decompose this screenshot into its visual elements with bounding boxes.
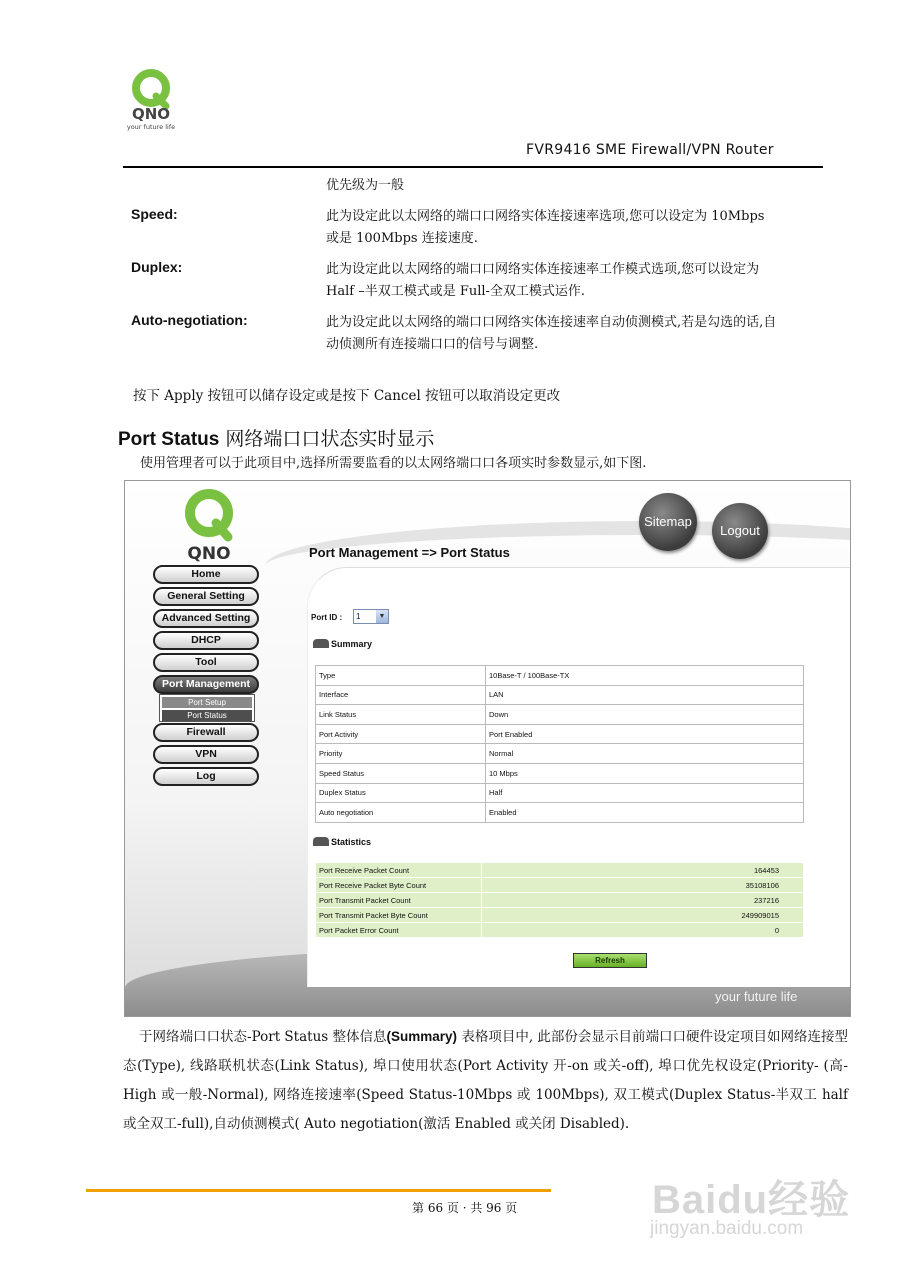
footer-divider (86, 1189, 551, 1192)
table-row (316, 803, 804, 823)
statistics-heading (313, 837, 371, 847)
summary-value: Down (486, 705, 804, 725)
stat-key: Port Receive Packet Count (316, 863, 482, 878)
sub-nav-port-status[interactable]: Port Status (162, 710, 252, 721)
nav-vpn[interactable]: VPN (153, 745, 259, 764)
svg-text:QNO: QNO (187, 544, 231, 563)
stat-value: 249909015 (482, 908, 804, 923)
folder-tab-icon (313, 837, 329, 846)
summary-key: Link Status (316, 705, 486, 725)
nav-home[interactable]: Home (153, 565, 259, 584)
sub-nav (159, 694, 255, 722)
param-desc: 此为设定此以太网络的端口口网络实体连接速率自动侦测模式,若是勾选的话,自动侦测所有连接端口口的信号与调整. (326, 315, 777, 352)
param-desc: 此为设定此以太网络的端口口网络实体连接速率选项,您可以设定为 10Mbps 或是 100Mbps 连接速度. (326, 209, 765, 246)
port-id-select[interactable] (353, 609, 389, 624)
nav-dhcp[interactable]: DHCP (153, 631, 259, 650)
svg-text:QNO: QNO (131, 105, 171, 123)
summary-value: Port Enabled (486, 724, 804, 744)
table-row (316, 724, 804, 744)
apply-note: 按下 Apply 按钮可以储存设定或是按下 Cancel 按钮可以取消设定更改 (133, 388, 561, 404)
table-row (316, 705, 804, 725)
summary-title: Summary (331, 639, 373, 649)
table-row (316, 763, 804, 783)
statistics-title: Statistics (331, 837, 372, 847)
table-row (316, 908, 804, 923)
qno-logo (118, 66, 188, 132)
chevron-down-icon[interactable]: ▼ (376, 610, 388, 623)
svg-text:your future life: your future life (126, 123, 176, 131)
priority-continuation: 优先级为一般 (326, 178, 405, 193)
summary-key: Interface (316, 685, 486, 705)
table-row (316, 744, 804, 764)
header-divider (123, 166, 823, 168)
para-part-2: 表格项目中, 此部份会显示目前端口口硬件设定项目如网络连接型态(Type), 线路联机状态(Link Status), 埠口使用状态(Port Activity 开-on 或关-off), 埠口优先权设定(Priority- (高-High 或一般-Normal), 网络连接速率(Speed Status-10Mbps 或 100Mbps), 双工模式(Duplex Status-半双工 half 或全双工-full),自动侦测模式( Auto negotiation(激活 Enabled 或关闭 Disabled). (123, 1029, 848, 1132)
router-qno-logo (175, 487, 247, 563)
router-screenshot (124, 480, 851, 1017)
port-id-value: 1 (356, 612, 361, 621)
summary-value: 10Base-T / 100Base-TX (486, 666, 804, 686)
summary-value: LAN (486, 685, 804, 705)
document-title: FVR9416 SME Firewall/VPN Router (526, 142, 774, 158)
summary-value: Enabled (486, 803, 804, 823)
router-tagline: your future life (715, 989, 798, 1004)
summary-heading (313, 639, 372, 649)
nav-port-management[interactable]: Port Management (153, 675, 259, 694)
logout-button[interactable]: Logout (712, 503, 768, 559)
summary-key: Speed Status (316, 763, 486, 783)
stat-value: 35108106 (482, 878, 804, 893)
page-number: 第 66 页 · 共 96 页 (412, 1201, 518, 1215)
table-row (316, 666, 804, 686)
stat-key: Port Transmit Packet Byte Count (316, 908, 482, 923)
section-title-cn: 网络端口口状态实时显示 (225, 428, 435, 450)
nav-firewall[interactable]: Firewall (153, 723, 259, 742)
table-row (316, 923, 804, 938)
nav-advanced-setting[interactable]: Advanced Setting (153, 609, 259, 628)
table-row (316, 783, 804, 803)
param-desc: 此为设定此以太网络的端口口网络实体连接速率工作模式选项,您可以设定为 Half –半双工模式或是 Full-全双工模式运作. (326, 262, 760, 299)
summary-key: Port Activity (316, 724, 486, 744)
router-page-title: Port Management => Port Status (309, 545, 510, 560)
nav-general-setting[interactable]: General Setting (153, 587, 259, 606)
sitemap-button[interactable]: Sitemap (639, 493, 697, 551)
statistics-table (315, 862, 804, 938)
param-name: Duplex: (131, 259, 183, 275)
stat-key: Port Receive Packet Byte Count (316, 878, 482, 893)
table-row (316, 685, 804, 705)
stat-value: 237216 (482, 893, 804, 908)
para-part-1: 于网络端口口状态-Port Status 整体信息 (139, 1029, 387, 1045)
baidu-watermark (642, 1160, 862, 1260)
nav-log[interactable]: Log (153, 767, 259, 786)
port-id-label: Port ID : (311, 613, 343, 622)
stat-key: Port Transmit Packet Count (316, 893, 482, 908)
stat-value: 0 (482, 923, 804, 938)
summary-value: Half (486, 783, 804, 803)
refresh-button[interactable]: Refresh (573, 953, 647, 968)
summary-key: Duplex Status (316, 783, 486, 803)
summary-value: 10 Mbps (486, 763, 804, 783)
section-intro: 使用管理者可以于此项目中,选择所需要监看的以太网络端口口各项实时参数显示,如下图. (140, 456, 647, 471)
summary-explanation (123, 1022, 848, 1139)
summary-key: Type (316, 666, 486, 686)
param-name: Speed: (131, 206, 178, 222)
watermark-brand: Baidu经验 (652, 1178, 851, 1222)
table-row (316, 863, 804, 878)
summary-value: Normal (486, 744, 804, 764)
summary-table (315, 665, 804, 823)
summary-key: Priority (316, 744, 486, 764)
table-row (316, 878, 804, 893)
table-row (316, 893, 804, 908)
param-name: Auto-negotiation: (131, 312, 248, 328)
para-bold: (Summary) (386, 1029, 458, 1044)
summary-key: Auto negotiation (316, 803, 486, 823)
sub-nav-port-setup[interactable]: Port Setup (162, 697, 252, 708)
stat-value: 164453 (482, 863, 804, 878)
nav-tool[interactable]: Tool (153, 653, 259, 672)
stat-key: Port Packet Error Count (316, 923, 482, 938)
watermark-url: jingyan.baidu.com (650, 1218, 804, 1239)
folder-tab-icon (313, 639, 329, 648)
section-title (118, 424, 434, 451)
section-title-en: Port Status (118, 429, 220, 450)
